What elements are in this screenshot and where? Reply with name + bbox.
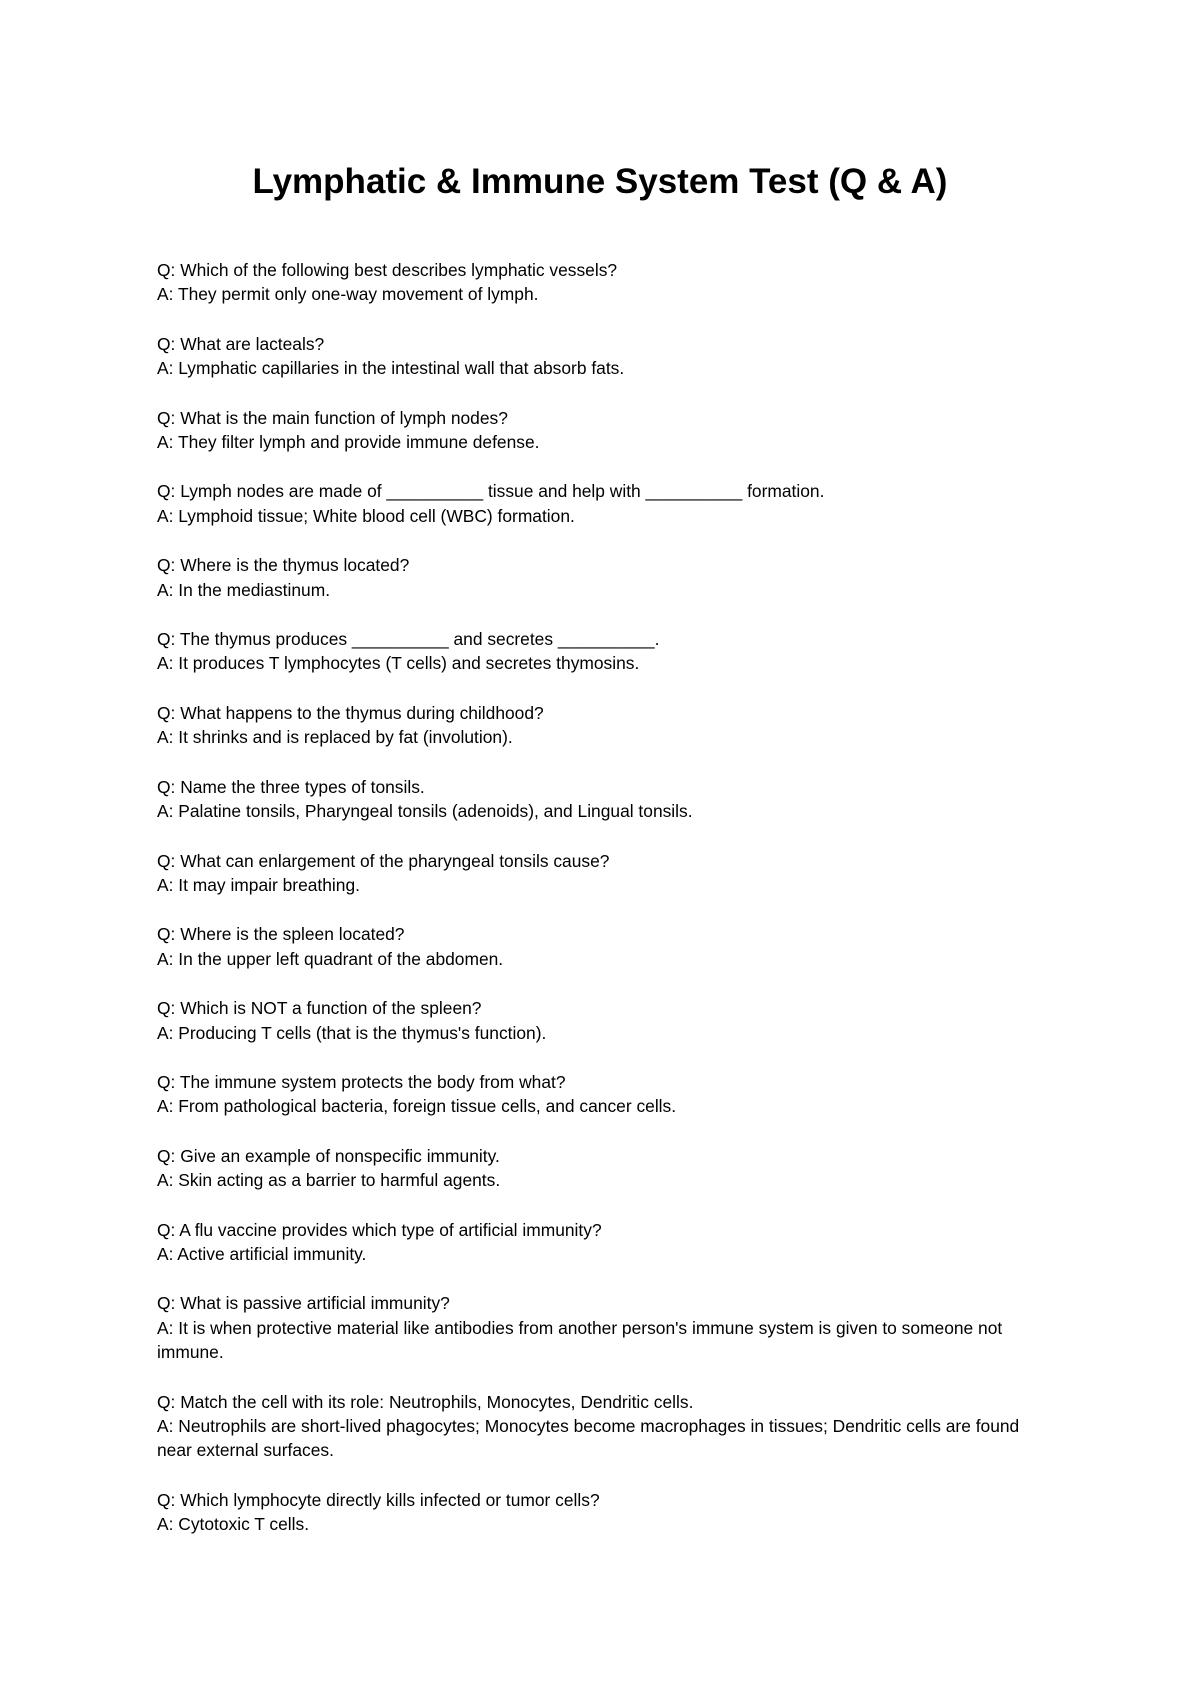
answer-text: A: Cytotoxic T cells. (157, 1514, 310, 1535)
qa-item (157, 996, 1057, 1045)
answer-text: A: Lymphatic capillaries in the intestinal wall that absorb fats. (157, 358, 625, 379)
question-text: Q: The thymus produces __________ and secretes __________. (157, 629, 660, 650)
question-text: Q: Lymph nodes are made of __________ tissue and help with __________ formation. (157, 481, 825, 502)
answer-text: A: They permit only one-way movement of lymph. (157, 284, 539, 305)
answer-text: A: It shrinks and is replaced by fat (involution). (157, 727, 513, 748)
answer-text: A: In the mediastinum. (157, 579, 331, 600)
qa-item (157, 701, 1057, 750)
qa-item (157, 1390, 1057, 1463)
qa-item (157, 406, 1057, 455)
question-text: Q: What is passive artificial immunity? (157, 1293, 450, 1314)
qa-item (157, 627, 1057, 676)
question-text: Q: Which lymphocyte directly kills infected or tumor cells? (157, 1489, 600, 1510)
answer-text: A: Palatine tonsils, Pharyngeal tonsils (adenoids), and Lingual tonsils. (157, 801, 693, 822)
question-text: Q: Which is NOT a function of the spleen? (157, 998, 482, 1019)
answer-text: A: Producing T cells (that is the thymus's function). (157, 1022, 547, 1043)
question-text: Q: Name the three types of tonsils. (157, 776, 425, 797)
question-text: Q: The immune system protects the body from what? (157, 1071, 566, 1092)
answer-text: A: Active artificial immunity. (157, 1243, 367, 1264)
question-text: Q: Match the cell with its role: Neutrophils, Monocytes, Dendritic cells. (157, 1391, 694, 1412)
qa-item (157, 1218, 1057, 1267)
answer-text: A: In the upper left quadrant of the abdomen. (157, 948, 504, 969)
answer-text: A: It is when protective material like antibodies from another person's immune system is given to someone not immune. (157, 1317, 1003, 1363)
answer-text: A: From pathological bacteria, foreign tissue cells, and cancer cells. (157, 1096, 677, 1117)
question-text: Q: Where is the spleen located? (157, 924, 405, 945)
qa-item (157, 922, 1057, 971)
qa-item (157, 775, 1057, 824)
answer-text: A: It may impair breathing. (157, 874, 360, 895)
question-text: Q: Where is the thymus located? (157, 555, 410, 576)
qa-item (157, 1291, 1057, 1364)
answer-text: A: Neutrophils are short-lived phagocytes; Monocytes become macrophages in tissues; Dendritic cells are found near external surfaces. (157, 1416, 1020, 1461)
answer-text: A: Lymphoid tissue; White blood cell (WBC) formation. (157, 505, 575, 526)
document-title: Lymphatic & Immune System Test (Q & A) (252, 162, 948, 201)
question-text: Q: Give an example of nonspecific immunity. (157, 1145, 500, 1166)
qa-item (157, 258, 1057, 307)
question-text: Q: What is the main function of lymph nodes? (157, 407, 508, 428)
qa-item (157, 1488, 1057, 1537)
question-text: Q: What are lacteals? (157, 333, 325, 354)
question-text: Q: A flu vaccine provides which type of artificial immunity? (157, 1219, 602, 1240)
qa-item (157, 332, 1057, 381)
qa-item (157, 553, 1057, 602)
qa-item (157, 1144, 1057, 1193)
answer-text: A: It produces T lymphocytes (T cells) and secretes thymosins. (157, 653, 640, 674)
question-text: Q: Which of the following best describes lymphatic vessels? (157, 260, 618, 280)
question-text: Q: What happens to the thymus during childhood? (157, 702, 544, 723)
qa-item (157, 479, 1057, 528)
answer-text: A: They filter lymph and provide immune defense. (157, 432, 540, 453)
qa-item (157, 849, 1057, 898)
qa-list (157, 258, 1057, 1562)
qa-item (157, 1070, 1057, 1119)
question-text: Q: What can enlargement of the pharyngeal tonsils cause? (157, 850, 610, 871)
answer-text: A: Skin acting as a barrier to harmful agents. (157, 1170, 501, 1191)
